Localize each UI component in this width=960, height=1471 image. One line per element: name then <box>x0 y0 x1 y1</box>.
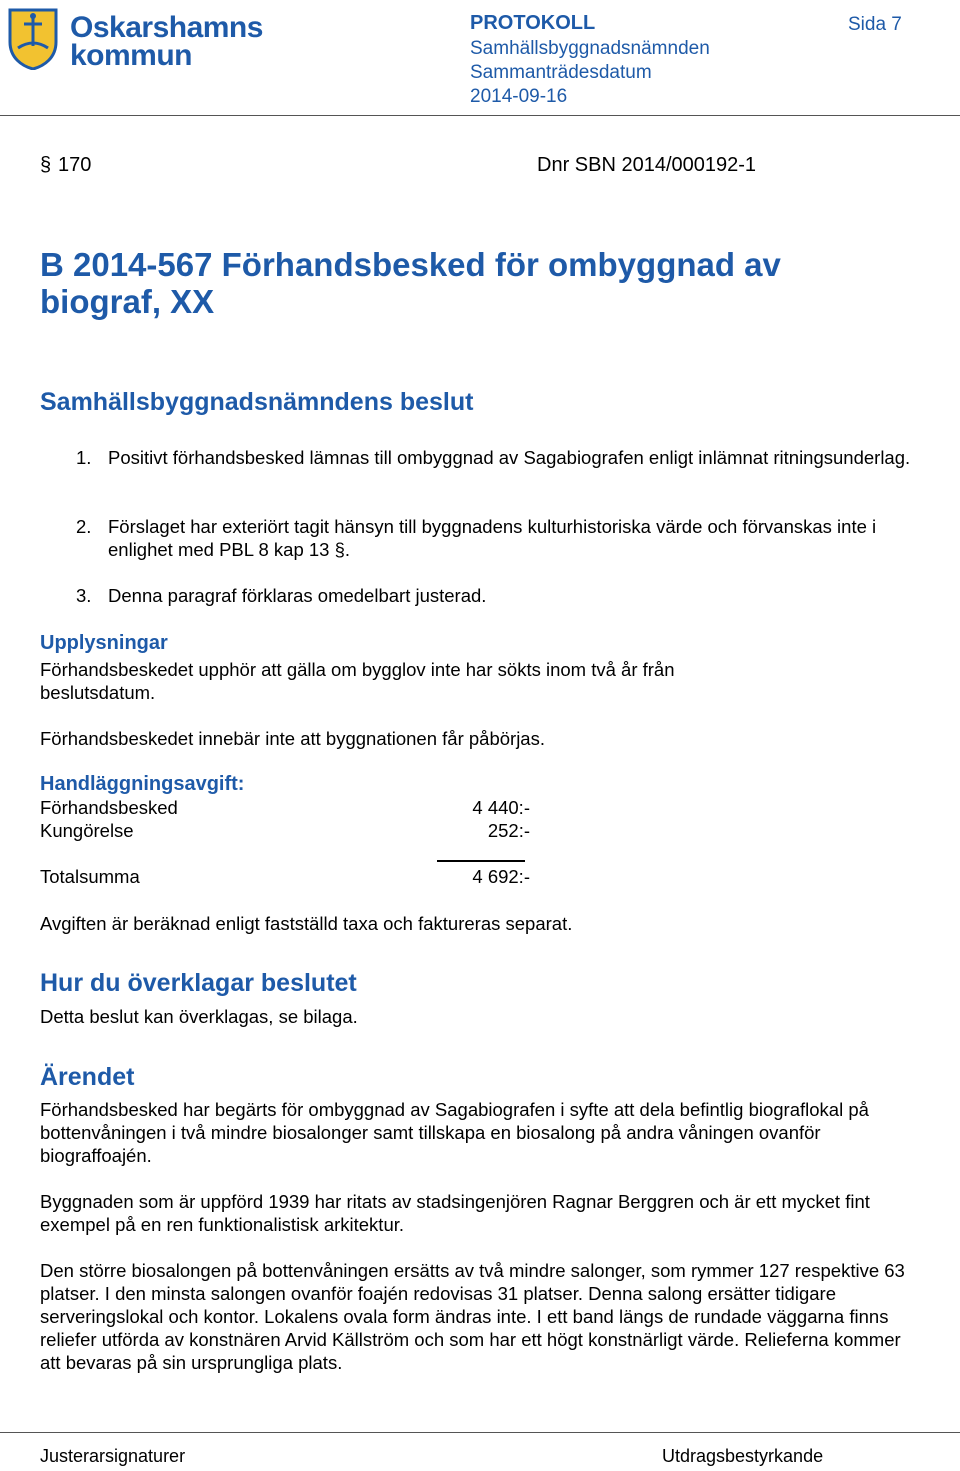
adjuster-signatures: Justerarsignaturer <box>40 1446 186 1466</box>
meeting-date: 2014-09-16 <box>470 86 568 107</box>
logo-line-1: Oskarshamns <box>70 11 263 44</box>
sum-underline <box>437 860 525 862</box>
paragraph-number: 170 <box>58 154 92 176</box>
appeal-text: Detta beslut kan överklagas, se bilaga. <box>40 1006 358 1027</box>
extract-certification: Utdragsbestyrkande <box>662 1446 824 1466</box>
fee-total-value: 4 692:- <box>472 866 530 887</box>
case-number: Dnr SBN 2014/000192-1 <box>537 154 757 176</box>
case-heading: Ärendet <box>40 1063 135 1091</box>
page-number: Sida 7 <box>848 14 902 35</box>
fee-note: Avgiften är beräknad enligt fastställd taxa och faktureras separat. <box>40 913 573 934</box>
decision-item <box>76 584 936 607</box>
fee-label: Förhandsbesked <box>40 797 178 818</box>
paragraph-symbol: § <box>40 154 52 176</box>
decision-heading: Samhällsbyggnadsnämndens beslut <box>40 388 474 416</box>
appeal-heading: Hur du överklagar beslutet <box>40 969 357 997</box>
coat-of-arms-icon <box>8 8 58 70</box>
decision-item <box>76 446 936 469</box>
footer-divider <box>0 1432 960 1433</box>
fee-row <box>40 820 530 842</box>
decision-item-text: Denna paragraf förklaras omedelbart justerad. <box>108 585 487 606</box>
case-paragraph: Byggnaden som är uppförd 1939 har ritats av stadsingenjören Ragnar Berggren och är ett mycket fint exempel på en ren funktionalistisk arkitektur. <box>40 1191 870 1235</box>
fee-label: Kungörelse <box>40 820 134 841</box>
information-heading: Upplysningar <box>40 632 168 654</box>
fee-total-row <box>40 866 530 888</box>
decision-item-number: 3. <box>76 585 92 606</box>
case-paragraph: Förhandsbesked har begärts för ombyggnad av Sagabiografen i syfte att dela befintlig biograflokal på bottenvåningen i två mindre biosalonger samt tillskapa en biosalong på andra våningen ovanför biograffoajén. <box>40 1099 869 1166</box>
fee-row <box>40 797 530 819</box>
header-divider <box>0 115 960 116</box>
document-type: PROTOKOLL <box>470 12 596 34</box>
information-paragraph: Förhandsbeskedet innebär inte att byggnationen får påbörjas. <box>40 728 545 749</box>
decision-item-text: Positivt förhandsbesked lämnas till ombyggnad av Sagabiografen enligt inlämnat ritningsunderlag. <box>108 447 911 468</box>
decision-item-number: 2. <box>76 516 92 537</box>
case-title: B 2014-567 Förhandsbesked för ombyggnad av biograf, XX <box>40 246 781 320</box>
date-label: Sammanträdesdatum <box>470 62 652 83</box>
fee-total-label: Totalsumma <box>40 866 140 887</box>
decision-item-text: Förslaget har exteriört tagit hänsyn till byggnadens kulturhistoriska värde och förvanskas inte i enlighet med PBL 8 kap 13 §. <box>108 516 877 560</box>
case-paragraph: Den större biosalongen på bottenvåningen ersätts av två mindre salonger, som rymmer 127 respektive 63 platser. I den minsta salongen ovanför foajén redovisas 31 platser. Denna salong ersätter tidigare serveringslokal och kontor. Lokalens ovala form ändras inte. I ett band längs de rundade väggarna finns reliefer utförda av konstnären Arvid Källström och som har ett högt konstnärligt värde. Relieferna kommer att bevaras på sin ursprungliga plats. <box>40 1260 905 1373</box>
information-paragraph: Förhandsbeskedet upphör att gälla om bygglov inte har sökts inom två år från beslutsdatum. <box>40 659 675 703</box>
logo-line-2: kommun <box>70 39 193 72</box>
decision-item <box>76 515 936 561</box>
logo-wordmark <box>70 11 263 72</box>
fee-value: 252:- <box>487 820 530 841</box>
decision-item-number: 1. <box>76 447 92 468</box>
municipality-logo <box>8 8 268 72</box>
fee-heading: Handläggningsavgift: <box>40 773 245 795</box>
committee-name: Samhällsbyggnadsnämnden <box>470 38 710 59</box>
fee-value: 4 440:- <box>472 797 530 818</box>
